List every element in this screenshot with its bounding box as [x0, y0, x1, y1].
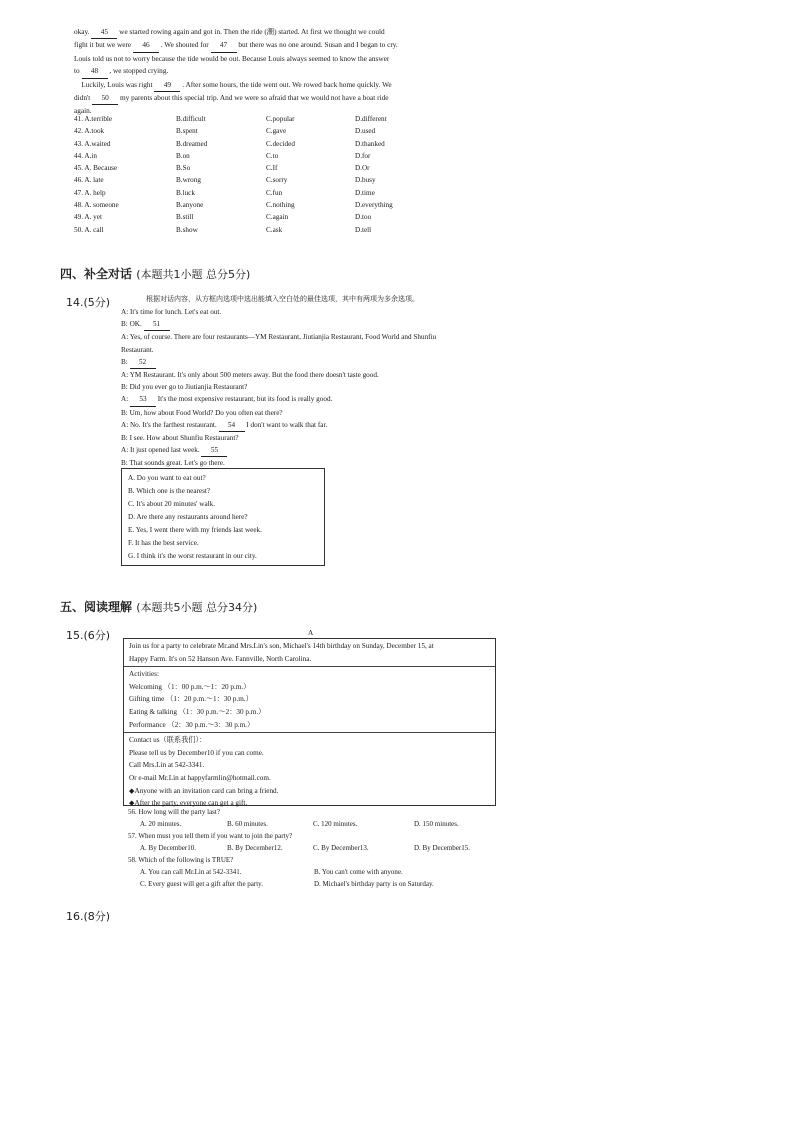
answer-option[interactable]: B. By December12.	[227, 844, 283, 852]
answer-option[interactable]: A. You can call Mr.Lin at 542-3341.	[140, 868, 242, 876]
option-c[interactable]: C.sorry	[266, 176, 288, 185]
option-a[interactable]: 44. A.in	[74, 151, 97, 160]
passage-letter: A	[308, 628, 314, 637]
option-d[interactable]: D.everything	[355, 201, 393, 210]
question-stem: 56. How long will the party last?	[128, 808, 220, 816]
blank-55: 55	[201, 444, 227, 457]
option-b[interactable]: B.So	[176, 164, 191, 173]
dialogue-option[interactable]: A. Do you want to eat out?	[128, 474, 206, 482]
dialogue-line: A: No. It's the farthest restaurant.	[121, 420, 219, 429]
option-row	[74, 150, 435, 162]
option-c[interactable]: C.gave	[266, 127, 287, 136]
notice-line: Happy Farm. It's on 52 Hanson Ave. Fannville, North Carolina.	[129, 654, 312, 663]
option-b[interactable]: B.luck	[176, 188, 195, 197]
passage-text: we started rowing again and got in. Then the ride (潮) started. At first we thought we could	[117, 27, 385, 36]
option-d[interactable]: D.thanked	[355, 139, 385, 148]
blank-45: 45	[91, 26, 117, 39]
dialogue-line: A: It just opened last week.	[121, 446, 202, 455]
section-title: 五、阅读理解	[60, 600, 133, 614]
reading-questions	[128, 806, 470, 890]
cloze-options	[74, 113, 435, 236]
blank-50: 50	[92, 92, 118, 105]
blank-47: 47	[211, 39, 237, 52]
passage-text: my parents about this special trip. And we were so afraid that we would not have a boat ride	[118, 93, 389, 103]
option-d[interactable]: D.tell	[355, 225, 372, 234]
passage-text: okay.	[74, 27, 92, 36]
option-a[interactable]: 42. A.took	[74, 127, 105, 136]
option-b[interactable]: B.show	[176, 225, 198, 234]
dialogue-line: A:	[121, 395, 130, 404]
dialogue-line: B: I see. How about Shunfiu Restaurant?	[121, 434, 239, 443]
passage-text: but there was no one around. Susan and I began to cry.	[236, 40, 398, 50]
blank-46: 46	[133, 39, 159, 52]
notice-contact	[124, 733, 495, 811]
option-b[interactable]: B.anyone	[176, 201, 204, 210]
option-c[interactable]: C.nothing	[266, 201, 295, 210]
blank-49: 49	[154, 79, 180, 92]
option-row	[74, 224, 435, 236]
option-d[interactable]: D.for	[355, 151, 371, 160]
activity-item: Gifting time （1：20 p.m.～1：30 p.m.）	[129, 695, 253, 704]
cloze-passage	[74, 26, 464, 118]
option-row	[74, 199, 435, 211]
option-row	[74, 187, 435, 199]
question-number: 15.(6分)	[66, 629, 111, 642]
dialogue-line: B: That sounds great. Let's go there.	[121, 459, 225, 468]
option-a[interactable]: 41. A.terrible	[74, 115, 113, 123]
dialogue-line: It's the most expensive restaurant, but its food is really good.	[155, 395, 333, 404]
passage-text: , we stopped crying.	[107, 66, 169, 76]
answer-option[interactable]: C. By December13.	[313, 844, 369, 852]
passage-text: Luckily, Louis was right	[81, 79, 155, 89]
contact-line: ◆After the party, everyone can get a gift.	[129, 799, 248, 808]
option-c[interactable]: C.to	[266, 151, 279, 160]
dialogue-line: A: YM Restaurant. It's only about 500 meters away. But the food there doesn't taste good.	[121, 371, 379, 380]
dialogue-line: B:	[121, 357, 130, 366]
notice-activities	[124, 667, 495, 732]
option-b[interactable]: B.dreamed	[176, 139, 208, 148]
blank-54: 54	[219, 419, 245, 432]
option-a[interactable]: 46. A. late	[74, 176, 104, 185]
option-a[interactable]: 48. A. someone	[74, 201, 119, 210]
contact-line: ◆Anyone with an invitation card can bring a friend.	[129, 786, 279, 795]
answer-option[interactable]: C. Every guest will get a gift after the party.	[140, 880, 263, 888]
dialogue-option[interactable]: B. Which one is the nearest?	[128, 487, 211, 495]
blank-53: 53	[130, 393, 156, 406]
answer-option[interactable]: D. 150 minutes.	[414, 820, 459, 828]
contact-line: Please tell us by December10 if you can come.	[129, 748, 264, 757]
dialogue-option[interactable]: E. Yes, I went there with my friends last week.	[128, 526, 262, 534]
contact-line: Or e-mail Mr.Lin at happyfarmlin@hotmail.com.	[129, 773, 271, 782]
answer-option[interactable]: C. 120 minutes.	[313, 820, 358, 828]
instruction-text: 根据对话内容，从方框内选项中选出能填入空白处的最佳选项，其中有两项为多余选项。	[146, 295, 419, 303]
blank-48: 48	[82, 65, 108, 78]
option-c[interactable]: C.again	[266, 213, 289, 222]
option-c[interactable]: C.decided	[266, 139, 295, 148]
question-number: 14.(5分)	[66, 296, 111, 309]
option-row	[74, 162, 435, 174]
option-b[interactable]: B.difficult	[176, 115, 206, 123]
answer-option[interactable]: A. By December10.	[140, 844, 196, 852]
option-c[interactable]: C.If	[266, 164, 278, 173]
passage-text: fight it but we were	[74, 40, 133, 50]
option-a[interactable]: 50. A. call	[74, 225, 104, 234]
activity-item: Performance （2：30 p.m.～3：30 p.m.）	[129, 720, 255, 729]
dialogue-line: I don't want to walk that far.	[244, 420, 328, 429]
passage-text: . We shouted for	[158, 40, 211, 50]
option-d[interactable]: D.busy	[355, 176, 376, 185]
option-row	[74, 211, 435, 223]
option-a[interactable]: 47. A. help	[74, 188, 106, 197]
option-row	[74, 174, 435, 186]
dialogue-option[interactable]: C. It's about 20 minutes' walk.	[128, 500, 216, 508]
option-row	[74, 113, 435, 125]
passage-text: didn't	[74, 93, 93, 103]
dialogue-line: B: Did you ever go to Jiutianjia Restaurant?	[121, 383, 248, 392]
passage-text: again.	[74, 106, 92, 116]
dialogue	[121, 306, 521, 470]
answer-option[interactable]: A. 20 minutes.	[140, 820, 182, 828]
option-a[interactable]: 43. A.waited	[74, 139, 111, 148]
option-d[interactable]: D.Or	[355, 164, 370, 173]
passage-text: to	[74, 66, 82, 76]
option-row	[74, 125, 435, 137]
dialogue-option[interactable]: D. Are there any restaurants around here?	[128, 513, 248, 521]
passage-text: Louis told us not to worry because the tide would be out. Because Louis always seemed to know the answer	[74, 53, 390, 63]
contact-line: Call Mrs.Lin at 542-3341.	[129, 761, 205, 770]
activities-title: Activities:	[129, 670, 159, 679]
passage-text: . After some hours, the tide went out. We rowed back home quickly. We	[180, 79, 392, 89]
activity-item: Welcoming （1：00 p.m.～1：20 p.m.）	[129, 682, 251, 691]
dialogue-line: Restaurant.	[121, 345, 154, 354]
answer-option[interactable]: D. Michael's birthday party is on Saturday.	[314, 880, 434, 888]
blank-52: 52	[130, 356, 156, 369]
option-row	[74, 138, 435, 150]
activity-item: Eating & talking （1：30 p.m.～2：30 p.m.）	[129, 707, 266, 716]
option-c[interactable]: C.ask	[266, 225, 283, 234]
option-d[interactable]: D.used	[355, 127, 376, 136]
option-b[interactable]: B.wrong	[176, 176, 201, 185]
dialogue-line: A: It's time for lunch. Let's eat out.	[121, 308, 222, 316]
dialogue-option[interactable]: G. I think it's the worst restaurant in our city.	[128, 552, 257, 560]
option-d[interactable]: D.time	[355, 188, 375, 197]
section-subtitle: (本题共5小题 总分34分)	[136, 601, 258, 614]
answer-option[interactable]: B. You can't come with anyone.	[314, 868, 403, 876]
dialogue-line: A: Yes, of course. There are four restaurants—YM Restaurant, Jiutianjia Restaurant, Food World and Shunfiu	[121, 333, 437, 342]
notice-line: Join us for a party to celebrate Mr.and Mrs.Lin's son, Michael's 14th birthday on Sunday, December 15, at	[129, 642, 434, 650]
option-c[interactable]: C.fun	[266, 188, 283, 197]
dialogue-line: B: OK.	[121, 320, 144, 329]
option-d[interactable]: D.too	[355, 213, 372, 222]
question-stem: 57. When must you tell them if you want to join the party?	[128, 832, 293, 840]
section-heading	[60, 265, 250, 282]
option-d[interactable]: D.different	[355, 115, 387, 123]
option-b[interactable]: B.still	[176, 213, 194, 222]
option-c[interactable]: C.popular	[266, 115, 295, 123]
section-title: 四、补全对话	[60, 267, 133, 281]
answer-option[interactable]: B. 60 minutes.	[227, 820, 268, 828]
contact-line: Contact us（联系我们）：	[129, 736, 207, 745]
option-b[interactable]: B.on	[176, 151, 190, 160]
option-a[interactable]: 45. A. Because	[74, 164, 118, 173]
question-stem: 58. Which of the following is TRUE?	[128, 856, 234, 864]
question-number: 16.(8分)	[66, 910, 111, 923]
notice-intro	[124, 639, 495, 666]
dialogue-options-box	[121, 468, 325, 566]
answer-option[interactable]: D. By December15.	[414, 844, 470, 852]
dialogue-line: B: Um, how about Food World? Do you often eat there?	[121, 408, 283, 417]
section-heading	[60, 598, 257, 615]
option-a[interactable]: 49. A. yet	[74, 213, 102, 222]
party-notice	[123, 638, 496, 806]
option-b[interactable]: B.spent	[176, 127, 198, 136]
dialogue-option[interactable]: F. It has the best service.	[128, 539, 199, 547]
blank-51: 51	[144, 318, 170, 331]
section-subtitle: (本题共1小题 总分5分)	[136, 268, 251, 281]
